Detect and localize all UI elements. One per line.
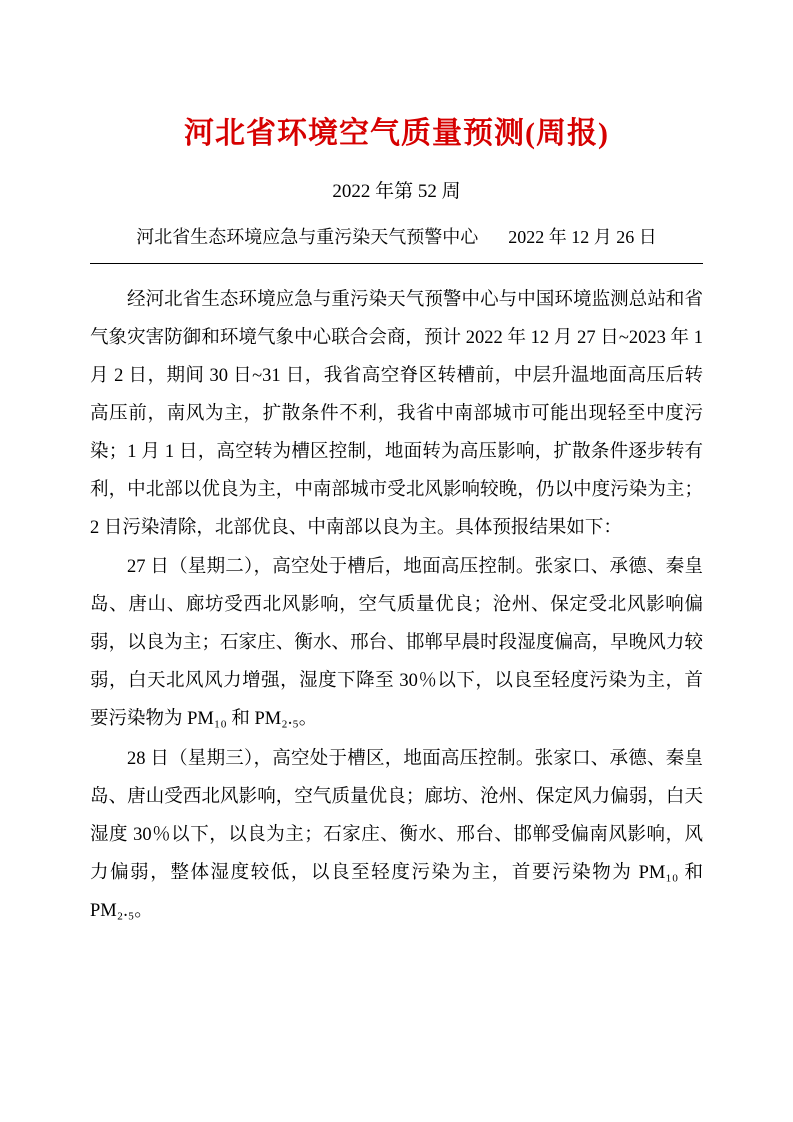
publication-date: 2022 年 12 月 26 日 xyxy=(508,227,657,247)
issuing-organization: 河北省生态环境应急与重污染天气预警中心 xyxy=(136,227,479,247)
page-title: 河北省环境空气质量预测(周报) xyxy=(184,117,609,150)
document-meta xyxy=(90,203,703,249)
paragraph-day-27: 27 日（星期二），高空处于槽后，地面高压控制。张家口、承德、秦皇岛、唐山、廊坊受西北风影响，空气质量优良；沧州、保定受北风影响偏弱，以良为主；石家庄、衡水、邢台、邯郸早晨时段湿度偏高，早晚风力较弱，白天北风风力增强，湿度下降至 30％以下，以良至轻度污染为主，首要污染物为 PM₁₀ 和 PM₂.₅。 xyxy=(90,557,703,730)
paragraph-summary: 经河北省生态环境应急与重污染天气预警中心与中国环境监测总站和省气象灾害防御和环境气象中心联合会商，预计 2022 年 12 月 27 日~2023 年 1 月 2 日，期间 30 日~31 日，我省高空脊区转槽前，中层升温地面高压后转高压前，南风为主，扩散条件不利，我省中南部城市可能出现轻至中度污染；1 月 1 日，高空转为槽区控制，地面转为高压影响，扩散条件逐步转有利，中北部以优良为主，中南部城市受北风影响较晚，仍以中度污染为主；2 日污染清除，北部优良、中南部以良为主。具体预报结果如下： xyxy=(90,290,703,538)
document-subtitle: 2022 年第 52 周 xyxy=(332,181,461,202)
document-body xyxy=(90,264,703,931)
paragraph-day-28: 28 日（星期三），高空处于槽区，地面高压控制。张家口、承德、秦皇岛、唐山受西北风影响，空气质量优良；廊坊、沧州、保定风力偏弱，白天湿度 30％以下，以良为主；石家庄、衡水、邢台、邯郸受偏南风影响，风力偏弱，整体湿度较低，以良至轻度污染为主，首要污染物为 PM₁₀ 和 PM₂.₅。 xyxy=(90,749,703,921)
